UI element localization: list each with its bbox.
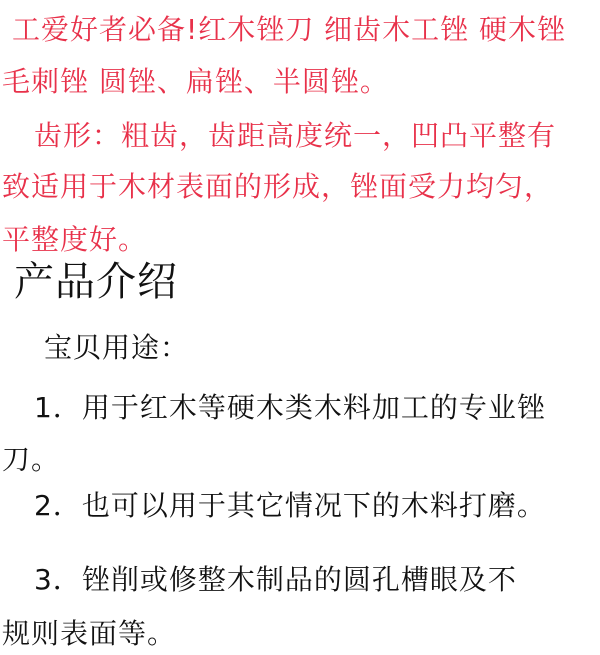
use-item-2: 2．也可以用于其它情况下的木料打磨。 — [34, 489, 546, 522]
use-item-1-line-1: 1．用于红木等硬木类木料加工的专业锉 — [34, 391, 546, 424]
intro-line-4: 致适用于木材表面的形成，锉面受力均匀， — [2, 170, 554, 203]
intro-line-1: 工爱好者必备!红木锉刀 细齿木工锉 硬木锉 — [12, 13, 567, 46]
intro-line-5: 平整度好。 — [2, 223, 148, 256]
use-item-3-line-1: 3．锉削或修整木制品的圆孔槽眼及不 — [34, 563, 517, 596]
use-item-3-line-2: 规则表面等。 — [2, 617, 177, 650]
usage-label: 宝贝用途： — [44, 331, 190, 364]
intro-line-3: 齿形：粗齿，齿距高度统一，凹凸平整有 — [34, 119, 557, 152]
section-title: 产品介绍 — [14, 259, 178, 305]
use-item-1-line-2: 刀。 — [2, 443, 61, 476]
intro-line-2: 毛刺锉 圆锉、扁锉、半圆锉。 — [2, 65, 389, 98]
